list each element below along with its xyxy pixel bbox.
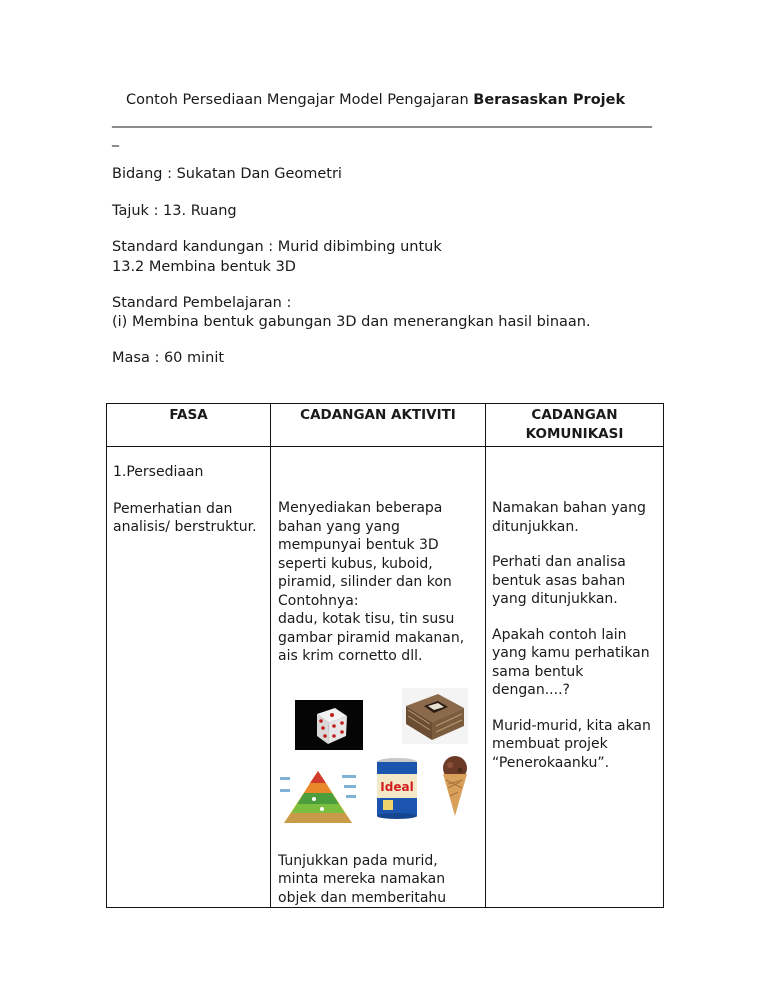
komunikasi-item-4: Murid-murid, kita akan membuat projek “Penerokaanku”.: [492, 717, 651, 771]
standard-pembelajaran-item: (i) Membina bentuk gabungan 3D dan menerangkan hasil binaan.: [112, 314, 591, 330]
title-underline: ___________________________________________________________________________________: [112, 112, 652, 128]
komunikasi-item-1: Namakan bahan yang ditunjukkan.: [492, 500, 646, 535]
table-header-row: [107, 404, 664, 447]
tajuk-line: Tajuk : 13. Ruang: [112, 203, 237, 219]
header-fasa: FASA: [107, 404, 271, 447]
standard-kandungan-item: 13.2 Membina bentuk 3D: [112, 259, 296, 275]
fasa-cell: [107, 447, 271, 908]
bidang-line: Bidang : Sukatan Dan Geometri: [112, 166, 342, 182]
komunikasi-item-2: Perhati dan analisa bentuk asas bahan yang ditunjukkan.: [492, 554, 626, 607]
standard-pembelajaran-line: Standard Pembelajaran :: [112, 295, 292, 311]
title-prefix: Contoh Persediaan Mengajar Model Pengajaran: [126, 92, 474, 108]
aktiviti-intro: Menyediakan beberapa bahan yang yang mempunyai bentuk 3D seperti kubus, kuboid, piramid, silinder dan kon: [278, 500, 452, 590]
aktiviti-after-images: Tunjukkan pada murid, minta mereka namakan objek dan memberitahu: [278, 852, 447, 906]
fasa-phase: 1.Persediaan: [113, 464, 204, 480]
header-komunikasi: CADANGAN KOMUNIKASI: [486, 404, 664, 447]
aktiviti-images: [278, 684, 481, 852]
milk-can-label: Ideal: [380, 779, 414, 794]
page-title: [126, 92, 625, 108]
masa-line: Masa : 60 minit: [112, 350, 225, 366]
aktiviti-cell: [271, 447, 486, 908]
food-pyramid-image: [278, 767, 358, 829]
komunikasi-item-3: Apakah contoh lain yang kamu perhatikan sama bentuk dengan....?: [492, 626, 650, 698]
tissue-box-image: [402, 688, 468, 744]
dice-image: [295, 700, 363, 750]
aktiviti-contoh: dadu, kotak tisu, tin susu gambar piramid makanan, ais krim cornetto dll.: [278, 611, 465, 664]
komunikasi-cell: [486, 447, 664, 908]
milk-can-image: [373, 756, 421, 820]
header-aktiviti: CADANGAN AKTIVITI: [271, 404, 486, 447]
title-bold: Berasaskan Projek: [473, 92, 626, 108]
standard-kandungan-line: Standard kandungan : Murid dibimbing untuk: [112, 239, 442, 255]
lesson-plan-table: [106, 403, 664, 908]
table-row: [107, 447, 664, 908]
fasa-description: Pemerhatian dan analisis/ berstruktur.: [113, 500, 257, 535]
title-underline-tail: _: [112, 131, 119, 147]
aktiviti-contoh-label: Contohnya:: [278, 592, 359, 609]
ice-cream-cone-image: [438, 754, 472, 818]
